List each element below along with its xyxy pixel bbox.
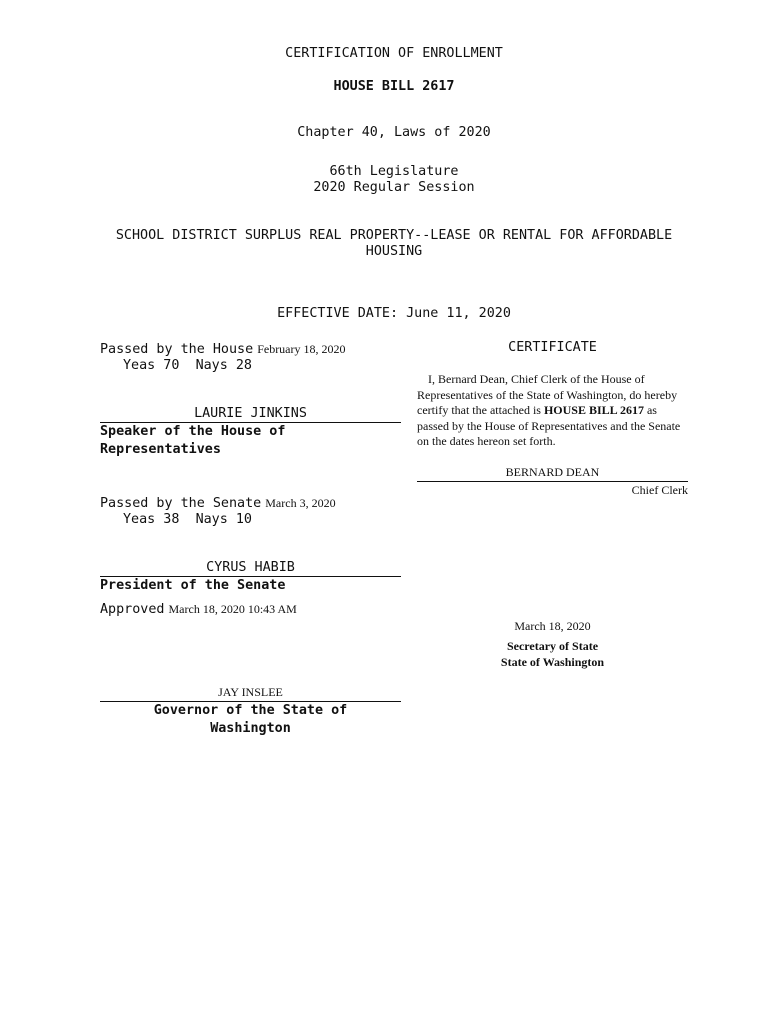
certificate-bill: HOUSE BILL 2617 <box>543 403 644 417</box>
bill-number: HOUSE BILL 2617 <box>333 79 455 94</box>
governor-title-line-1: Governor of the State of <box>153 703 348 718</box>
house-yeas: Yeas 70 <box>123 358 180 373</box>
approved-date: March 18, 2020 10:43 AM <box>168 602 297 616</box>
house-passed-date: February 18, 2020 <box>257 342 346 356</box>
effective-date: EFFECTIVE DATE: June 11, 2020 <box>277 306 511 321</box>
senate-signature-line <box>100 576 401 577</box>
subject-line-1: SCHOOL DISTRICT SURPLUS REAL PROPERTY--LEASE OR RENTAL FOR AFFORDABLE <box>115 228 673 243</box>
legislature-line: 66th Legislature <box>329 164 459 179</box>
senate-signer: CYRUS HABIB <box>206 560 295 575</box>
chapter-line: Chapter 40, Laws of 2020 <box>297 125 491 140</box>
session-line: 2020 Regular Session <box>313 180 475 195</box>
senate-vote <box>123 512 252 527</box>
secretary-date: March 18, 2020 <box>514 619 591 633</box>
senate-passed-line <box>100 494 336 512</box>
approved-line <box>100 600 297 618</box>
house-signer: LAURIE JINKINS <box>194 406 307 421</box>
senate-yeas: Yeas 38 <box>123 512 180 527</box>
house-passed-label: Passed by the House <box>100 342 254 357</box>
approved-label: Approved <box>100 602 165 617</box>
senate-title: President of the Senate <box>100 578 286 593</box>
clerk-title: Chief Clerk <box>631 483 688 497</box>
house-nays: Nays 28 <box>195 358 252 373</box>
governor-title-line-2: Washington <box>210 721 291 736</box>
house-vote <box>123 358 252 373</box>
certification-heading: CERTIFICATION OF ENROLLMENT <box>285 46 503 61</box>
clerk-signer: BERNARD DEAN <box>505 465 600 479</box>
senate-passed-date: March 3, 2020 <box>265 496 336 510</box>
secretary-title-line-2: State of Washington <box>500 655 605 669</box>
governor-signature-line <box>100 701 401 702</box>
certificate-text-after: as passed by the House of Representatives and the Senate on the dates hereon set forth. <box>417 403 681 448</box>
senate-passed-label: Passed by the Senate <box>100 496 262 511</box>
house-title-line-1: Speaker of the House of <box>100 424 286 439</box>
certificate-heading: CERTIFICATE <box>508 340 597 355</box>
certificate-text <box>417 372 689 450</box>
senate-nays: Nays 10 <box>195 512 252 527</box>
house-signature-line <box>100 422 401 423</box>
governor-signer: JAY INSLEE <box>218 685 283 699</box>
secretary-title-line-1: Secretary of State <box>506 639 599 653</box>
house-title-line-2: Representatives <box>100 442 221 457</box>
subject-line-2: HOUSING <box>365 244 423 259</box>
clerk-signature-line <box>417 481 688 482</box>
certificate-text-before: I, Bernard Dean, Chief Clerk of the House of Representatives of the State of Washington, do hereby certify that the attached is <box>417 372 678 417</box>
house-passed-line <box>100 340 346 358</box>
